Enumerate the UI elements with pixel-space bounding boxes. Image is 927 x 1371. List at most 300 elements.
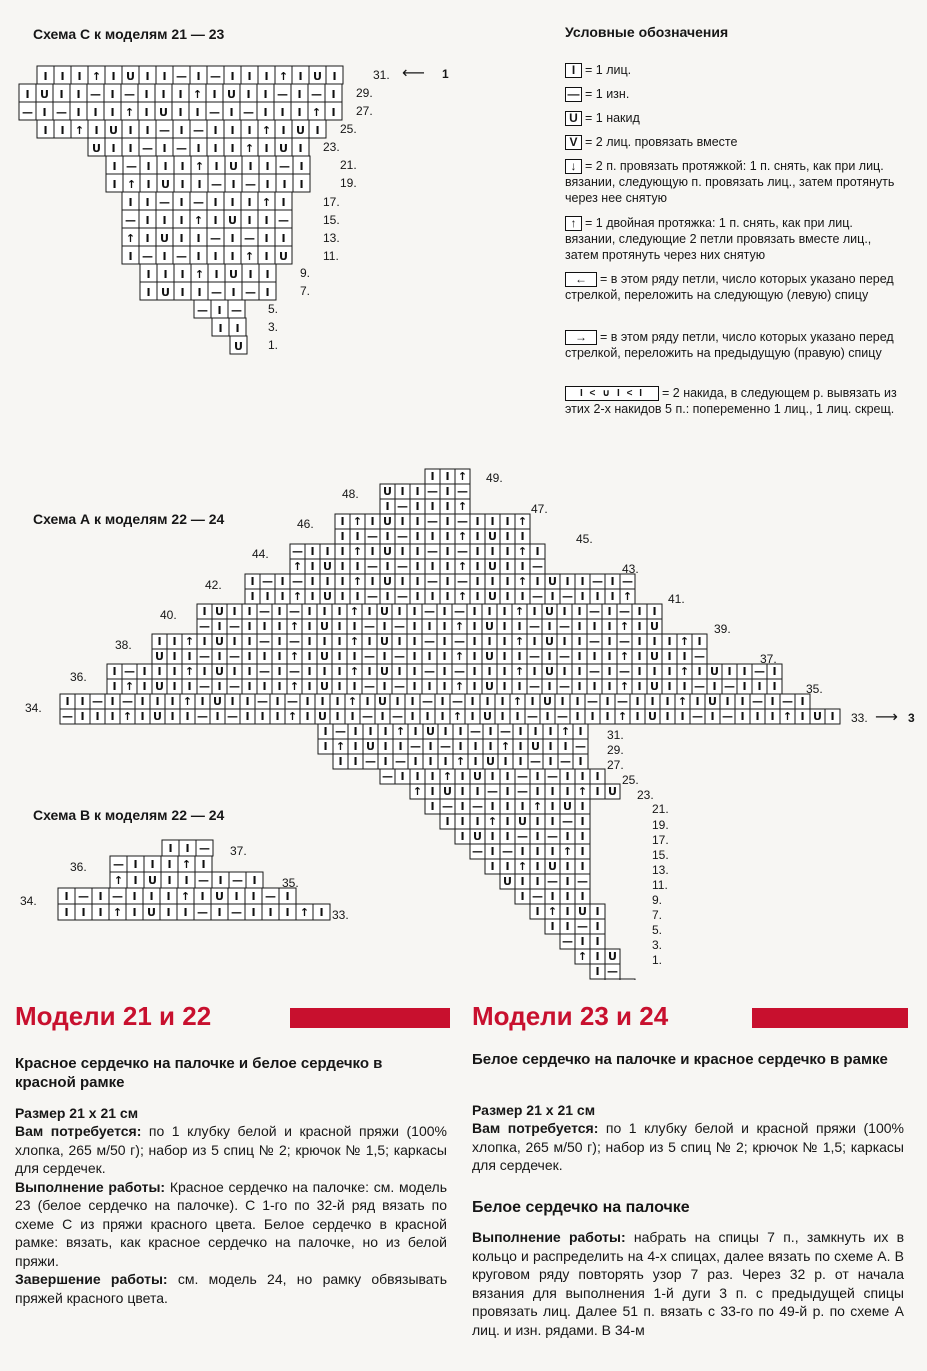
scheme-c-stitch-symbol: I: [145, 196, 150, 209]
scheme-a-stitch-symbol: U: [323, 560, 332, 573]
scheme-a-stitch-symbol: I: [505, 560, 510, 573]
scheme-b-stitch-symbol: I: [150, 858, 155, 871]
scheme-a-stitch-symbol: I: [427, 620, 432, 633]
scheme-a-stitch-symbol: —: [199, 680, 210, 693]
scheme-a-stitch-symbol: I: [458, 740, 463, 753]
scheme-c-stitch-symbol: —: [125, 214, 136, 227]
scheme-c-stitch-symbol: I: [265, 178, 270, 191]
scheme-a-stitch-symbol: I: [410, 695, 415, 708]
scheme-a-stitch-symbol: I: [367, 665, 372, 678]
scheme-a-stitch-symbol: I: [320, 695, 325, 708]
scheme-a-stitch-symbol: I: [652, 605, 657, 618]
scheme-a-stitch-symbol: —: [410, 740, 421, 753]
scheme-a-stitch-symbol: I: [353, 725, 358, 738]
scheme-a-stitch-symbol: U: [578, 905, 587, 918]
scheme-a-stitch-symbol: I: [428, 740, 433, 753]
scheme-c-stitch-symbol: I: [218, 322, 223, 335]
scheme-a-stitch-symbol: I: [382, 680, 387, 693]
scheme-a-stitch-symbol: I: [202, 635, 207, 648]
scheme-a-stitch-symbol: I: [490, 770, 495, 783]
legend-item: [565, 110, 905, 126]
scheme-b-stitch-symbol: ↑: [113, 874, 124, 887]
scheme-a-stitch-symbol: ↑: [184, 665, 195, 678]
scheme-a-stitch-symbol: —: [560, 755, 571, 768]
scheme-c-stitch-symbol: U: [228, 214, 237, 227]
scheme-a-stitch-symbol: —: [199, 650, 210, 663]
scheme-a-stitch-symbol: U: [608, 785, 617, 798]
scheme-a-stitch-symbol: I: [470, 695, 475, 708]
scheme-a-stitch-symbol: I: [440, 695, 445, 708]
scheme-a-stitch-symbol: I: [400, 515, 405, 528]
scheme-a-stitch-symbol: U: [380, 605, 389, 618]
scheme-c-stitch-symbol: I: [264, 232, 269, 245]
scheme-a-stitch-symbol: —: [422, 695, 433, 708]
row-label: 27.: [607, 758, 624, 772]
scheme-b-stitch-symbol: I: [234, 890, 239, 903]
scheme-a-stitch-symbol: I: [262, 650, 267, 663]
scheme-a-stitch-symbol: —: [394, 620, 405, 633]
scheme-a-stitch-symbol: U: [320, 680, 329, 693]
scheme-a-stitch-symbol: —: [557, 710, 568, 723]
scheme-a-stitch-symbol: —: [394, 650, 405, 663]
scheme-a-stitch-symbol: ↑: [577, 950, 588, 963]
scheme-a-stitch-symbol: I: [443, 725, 448, 738]
scheme-a-stitch-symbol: I: [340, 575, 345, 588]
scheme-a-stitch-symbol: —: [530, 755, 541, 768]
scheme-a-stitch-symbol: —: [427, 485, 438, 498]
scheme-a-stitch-symbol: —: [782, 695, 793, 708]
scheme-a-stitch-symbol: I: [368, 725, 373, 738]
scheme-a-stitch-symbol: I: [505, 830, 510, 843]
row-label: 9.: [652, 893, 663, 907]
scheme-a-stitch-symbol: —: [457, 545, 468, 558]
scheme-c-stitch-symbol: I: [213, 214, 218, 227]
scheme-a-stitch-symbol: I: [472, 680, 477, 693]
scheme-a-stitch-symbol: I: [412, 635, 417, 648]
scheme-a-stitch-symbol: I: [232, 665, 237, 678]
scheme-a-stitch-symbol: I: [517, 620, 522, 633]
scheme-a-stitch-symbol: U: [155, 680, 164, 693]
scheme-c-stitch-symbol: I: [315, 124, 320, 137]
scheme-a-stitch-symbol: I: [430, 800, 435, 813]
scheme-a-stitch-symbol: I: [800, 710, 805, 723]
scheme-c-stitch-symbol: U: [109, 124, 118, 137]
scheme-a-stitch-symbol: I: [562, 635, 567, 648]
scheme-c-stitch-symbol: I: [179, 214, 184, 227]
scheme-a-stitch-symbol: I: [475, 530, 480, 543]
scheme-a-stitch-symbol: I: [337, 605, 342, 618]
scheme-c-title: Схема С к моделям 21 — 23: [33, 26, 225, 42]
needs-text: по 1 клубку белой и красной пряжи (100% хлопка, 265 м/50 г); набор из 5 спиц № 2; крючок № 1,5; каркасы для сердечек.: [15, 1123, 447, 1176]
legend-symbol: I < ∪ I < I: [565, 386, 659, 401]
scheme-b-stitch-symbol: I: [166, 906, 171, 919]
scheme-c-stitch-symbol: U: [227, 88, 236, 101]
scheme-a-stitch-symbol: I: [430, 560, 435, 573]
scheme-a-stitch-symbol: I: [307, 635, 312, 648]
scheme-a-stitch-symbol: U: [366, 740, 375, 753]
scheme-a-stitch-symbol: I: [505, 515, 510, 528]
scheme-a-stitch-symbol: I: [580, 575, 585, 588]
scheme-a-stitch-symbol: I: [398, 740, 403, 753]
scheme-c-stitch-symbol: I: [195, 106, 200, 119]
scheme-a-stitch-symbol: I: [397, 635, 402, 648]
scheme-a-stitch-symbol: I: [770, 710, 775, 723]
row-label: 37.: [760, 652, 777, 666]
scheme-a-stitch-symbol: U: [383, 485, 392, 498]
scheme-a-stitch-symbol: I: [565, 830, 570, 843]
row-label: 34.: [20, 894, 37, 908]
scheme-a-stitch-symbol: ↑: [184, 635, 195, 648]
scheme-c-stitch-symbol: ↑: [91, 70, 102, 83]
work-text: набрать на спицы 7 п., замкнуть их в кольцо и распределить на 4-х спицах, далее вязать по схеме А. В круговом ряду повторять узор 7 раз. Через 32 р. от начала вязания для выполнения 1-й дуги 3 п. с предыдущей спицы провязать лиц. Далее 51 п. вязать с 33-го по 49-й р. по схеме А лиц. и изн. рядами. В 34-м: [472, 1229, 905, 1338]
scheme-b-stitch-symbol: —: [198, 874, 209, 887]
scheme-a-stitch-symbol: —: [92, 695, 103, 708]
scheme-a-stitch-symbol: ↑: [512, 695, 523, 708]
scheme-a-stitch-symbol: I: [155, 695, 160, 708]
scheme-a-stitch-symbol: I: [250, 575, 255, 588]
scheme-a-stitch-symbol: I: [580, 845, 585, 858]
scheme-a-stitch-symbol: I: [250, 590, 255, 603]
scheme-a-stitch-symbol: I: [515, 710, 520, 723]
scheme-a-stitch-symbol: I: [518, 725, 523, 738]
scheme-a-stitch-symbol: U: [648, 710, 657, 723]
scheme-a-stitch-symbol: —: [562, 590, 573, 603]
scheme-a-stitch-symbol: I: [305, 695, 310, 708]
scheme-b-stitch-symbol: U: [147, 906, 156, 919]
scheme-a-stitch-symbol: U: [650, 650, 659, 663]
scheme-c-stitch-symbol: ↑: [124, 106, 135, 119]
scheme-a-stitch-symbol: I: [695, 695, 700, 708]
scheme-a-stitch-symbol: U: [485, 680, 494, 693]
scheme-a-stitch-symbol: —: [529, 680, 540, 693]
scheme-a-stitch-symbol: I: [325, 575, 330, 588]
scheme-a-stitch-symbol: I: [370, 515, 375, 528]
scheme-a-stitch-symbol: I: [607, 635, 612, 648]
legend-text: = 2 накида, в следующем р. вывязать из этих 2-х накидов 5 п.: попеременно 1 лиц., 1 лиц. скрещ.: [565, 386, 897, 417]
scheme-a-stitch-symbol: I: [590, 710, 595, 723]
legend-item: [565, 134, 905, 150]
row-label: 41.: [668, 592, 685, 606]
scheme-a-stitch-symbol: —: [532, 590, 543, 603]
scheme-a-stitch-symbol: U: [383, 545, 392, 558]
scheme-a-stitch-symbol: I: [665, 710, 670, 723]
scheme-a-stitch-symbol: I: [202, 605, 207, 618]
scheme-a-stitch-symbol: I: [442, 650, 447, 663]
scheme-a-ref: 3: [908, 711, 915, 725]
scheme-a-stitch-symbol: —: [124, 665, 135, 678]
scheme-a-stitch-symbol: I: [535, 770, 540, 783]
row-label: 25.: [622, 773, 639, 787]
scheme-a-stitch-symbol: —: [364, 650, 375, 663]
models-23-24-subtitle: Белое сердечко на палочке и красное сердечко в рамке: [472, 1051, 888, 1068]
scheme-a-stitch-symbol: U: [545, 635, 554, 648]
scheme-c-stitch-symbol: I: [180, 268, 185, 281]
scheme-c-stitch-symbol: I: [265, 160, 270, 173]
scheme-a-stitch-symbol: I: [170, 695, 175, 708]
legend-item: [565, 385, 905, 417]
scheme-a-stitch-symbol: —: [397, 500, 408, 513]
scheme-a-stitch-symbol: I: [322, 665, 327, 678]
scheme-c-stitch-symbol: —: [279, 160, 290, 173]
scheme-a-stitch-symbol: I: [428, 755, 433, 768]
scheme-a-stitch-symbol: I: [337, 650, 342, 663]
scheme-a-stitch-symbol: I: [565, 890, 570, 903]
scheme-b-stitch-symbol: I: [167, 874, 172, 887]
scheme-a-stitch-symbol: I: [410, 710, 415, 723]
scheme-a-stitch-symbol: I: [563, 740, 568, 753]
scheme-a-stitch-symbol: —: [397, 590, 408, 603]
scheme-a-stitch-symbol: I: [577, 650, 582, 663]
scheme-a-stitch-symbol: I: [595, 785, 600, 798]
scheme-a-stitch-symbol: ↑: [289, 620, 300, 633]
scheme-a-stitch-symbol: —: [722, 710, 733, 723]
scheme-b-stitch-symbol: ↑: [181, 858, 192, 871]
scheme-a-stitch-symbol: I: [337, 620, 342, 633]
scheme-a-stitch-symbol: I: [365, 695, 370, 708]
scheme-a-stitch-symbol: I: [595, 965, 600, 978]
scheme-c-stitch-symbol: U: [40, 88, 49, 101]
scheme-a-stitch-symbol: I: [277, 665, 282, 678]
row-label: 46.: [297, 517, 314, 531]
scheme-a-stitch-symbol: U: [548, 575, 557, 588]
scheme-a-stitch-symbol: I: [337, 680, 342, 693]
scheme-a-stitch-symbol: U: [608, 950, 617, 963]
scheme-b-stitch-symbol: I: [218, 874, 223, 887]
scheme-c-stitch-symbol: I: [42, 106, 47, 119]
scheme-a-stitch-symbol: I: [502, 665, 507, 678]
scheme-a-stitch-symbol: ↑: [457, 530, 468, 543]
scheme-a-stitch-symbol: I: [460, 785, 465, 798]
scheme-a-stitch-symbol: I: [550, 845, 555, 858]
scheme-c-stitch-symbol: ↑: [194, 268, 205, 281]
scheme-a-stitch-symbol: I: [280, 575, 285, 588]
scheme-a-stitch-symbol: I: [548, 740, 553, 753]
legend-item: [565, 329, 905, 361]
legend-symbol: →: [565, 330, 597, 345]
scheme-a-stitch-symbol: I: [415, 545, 420, 558]
scheme-a-stitch-symbol: I: [187, 650, 192, 663]
scheme-a-stitch-symbol: I: [367, 635, 372, 648]
scheme-a-stitch-symbol: ↑: [395, 725, 406, 738]
scheme-c-stitch-symbol: I: [217, 304, 222, 317]
scheme-a-stitch-symbol: —: [575, 740, 586, 753]
scheme-a-stitch-symbol: ↑: [457, 470, 468, 483]
scheme-c-stitch-symbol: —: [176, 70, 187, 83]
scheme-a-stitch-symbol: I: [502, 650, 507, 663]
scheme-a-stitch-symbol: —: [577, 875, 588, 888]
scheme-a-stitch-symbol: I: [667, 635, 672, 648]
row-label: 48.: [342, 487, 359, 501]
scheme-a-stitch-symbol: I: [323, 740, 328, 753]
scheme-a-stitch-symbol: I: [460, 800, 465, 813]
scheme-a-stitch-symbol: I: [472, 620, 477, 633]
scheme-a-stitch-symbol: I: [277, 635, 282, 648]
scheme-a-stitch-symbol: I: [430, 500, 435, 513]
scheme-a-stitch-symbol: I: [742, 665, 747, 678]
row-label: 29.: [356, 86, 373, 100]
scheme-a-stitch-symbol: I: [430, 770, 435, 783]
scheme-c-stitch-symbol: I: [60, 70, 65, 83]
scheme-a-stitch-symbol: ↑: [514, 665, 525, 678]
scheme-c-stitch-symbol: —: [22, 106, 33, 119]
scheme-a-stitch-symbol: I: [505, 545, 510, 558]
scheme-b-stitch-symbol: I: [268, 906, 273, 919]
row-label: 19.: [652, 818, 669, 832]
scheme-b-stitch-symbol: —: [78, 890, 89, 903]
scheme-c-stitch-symbol: I: [298, 70, 303, 83]
scheme-a-stitch-symbol: U: [710, 665, 719, 678]
legend-text: = 1 изн.: [585, 87, 630, 101]
scheme-a-stitch-symbol: I: [680, 710, 685, 723]
scheme-a-stitch-symbol: U: [426, 725, 435, 738]
scheme-a-stitch-symbol: ↑: [517, 515, 528, 528]
scheme-a-stitch-symbol: —: [292, 545, 303, 558]
scheme-a-stitch-symbol: —: [617, 695, 628, 708]
scheme-a-stitch-symbol: ↑: [517, 860, 528, 873]
scheme-c-stitch-symbol: U: [159, 106, 168, 119]
scheme-a-stitch-symbol: ↑: [622, 590, 633, 603]
scheme-c-stitch-symbol: I: [230, 124, 235, 137]
legend-symbol: —: [565, 87, 582, 102]
scheme-a-stitch-symbol: U: [548, 860, 557, 873]
scheme-a-stitch-symbol: —: [500, 725, 511, 738]
scheme-b-stitch-symbol: U: [148, 874, 157, 887]
scheme-a-stitch-symbol: —: [392, 710, 403, 723]
scheme-a-stitch-symbol: —: [229, 620, 240, 633]
scheme-c-stitch-symbol: I: [196, 70, 201, 83]
scheme-a-stitch-symbol: I: [280, 590, 285, 603]
scheme-a-stitch-symbol: I: [310, 560, 315, 573]
scheme-a-stitch-symbol: —: [457, 485, 468, 498]
scheme-a-stitch-symbol: I: [697, 665, 702, 678]
legend-text: = в этом ряду петли, число которых указано перед стрелкой, переложить на предыдущую (правую) спицу: [565, 330, 894, 361]
row-label: 21.: [652, 802, 669, 816]
scheme-a-stitch-symbol: I: [172, 635, 177, 648]
scheme-a-stitch-symbol: ↑: [347, 695, 358, 708]
scheme-a-stitch-symbol: I: [742, 680, 747, 693]
scheme-a-stitch-symbol: U: [813, 710, 822, 723]
scheme-a-stitch-symbol: I: [232, 605, 237, 618]
needs-text: по 1 клубку белой и красной пряжи (100% хлопка, 265 м/50 г); набор из 5 спиц № 2; крючок № 1,5; каркасы для сердечек.: [472, 1120, 904, 1173]
scheme-a-stitch-symbol: —: [292, 575, 303, 588]
scheme-a-stitch-symbol: I: [370, 545, 375, 558]
scheme-a-stitch-symbol: I: [830, 710, 835, 723]
scheme-c-stitch-symbol: I: [111, 142, 116, 155]
scheme-a-stitch-symbol: —: [517, 770, 528, 783]
scheme-a-stitch-symbol: I: [415, 770, 420, 783]
scheme-a-stitch-symbol: I: [772, 680, 777, 693]
scheme-b-stitch-symbol: I: [319, 906, 324, 919]
scheme-c-stitch-symbol: —: [56, 106, 67, 119]
scheme-c-stitch-symbol: I: [146, 160, 151, 173]
scheme-a-stitch-symbol: —: [487, 785, 498, 798]
scheme-a-stitch-symbol: I: [370, 575, 375, 588]
scheme-a-stitch-symbol: ↑: [619, 650, 630, 663]
scheme-a-stitch-symbol: I: [650, 695, 655, 708]
scheme-a-stitch-symbol: ↑: [560, 725, 571, 738]
scheme-a-stitch-symbol: —: [289, 605, 300, 618]
finish-label: Завершение работы:: [15, 1271, 168, 1287]
scheme-c-stitch-symbol: I: [146, 286, 151, 299]
scheme-b-stitch-symbol: ↑: [180, 890, 191, 903]
scheme-a-stitch-symbol: I: [277, 680, 282, 693]
scheme-a-stitch-symbol: U: [153, 710, 162, 723]
scheme-c-stitch-symbol: I: [60, 124, 65, 137]
scheme-c-stitch-symbol: —: [193, 196, 204, 209]
scheme-a-stitch-symbol: I: [637, 680, 642, 693]
finish-text: см. модель 24, но рамку обвязывать пряжей красного цвета.: [15, 1271, 447, 1306]
scheme-a-stitch-symbol: I: [490, 515, 495, 528]
scheme-a-stitch-symbol: I: [337, 635, 342, 648]
scheme-a-stitch-symbol: I: [442, 635, 447, 648]
scheme-a-stitch-symbol: I: [172, 650, 177, 663]
scheme-c-stitch-symbol: I: [213, 124, 218, 137]
row-label: 9.: [300, 266, 311, 280]
scheme-c-stitch-symbol: I: [163, 160, 168, 173]
scheme-c-stitch-symbol: I: [247, 196, 252, 209]
scheme-a-stitch-symbol: I: [502, 680, 507, 693]
scheme-c-stitch-symbol: ↑: [126, 178, 137, 191]
scheme-a-stitch-symbol: I: [445, 590, 450, 603]
scheme-a-stitch-symbol: I: [232, 635, 237, 648]
legend-text: = 1 накид: [585, 111, 640, 125]
scheme-c-stitch-symbol: I: [264, 142, 269, 155]
scheme-c-stitch-symbol: I: [144, 88, 149, 101]
scheme-c-stitch-symbol: I: [282, 178, 287, 191]
scheme-a-stitch-symbol: U: [488, 590, 497, 603]
scheme-a-stitch-symbol: I: [337, 665, 342, 678]
scheme-a-stitch-symbol: I: [200, 695, 205, 708]
scheme-a-stitch-symbol: —: [559, 620, 570, 633]
row-label: 19.: [340, 176, 357, 190]
scheme-c-stitch-symbol: I: [213, 250, 218, 263]
scheme-b-stitch-symbol: I: [64, 906, 69, 919]
scheme-a-stitch-symbol: I: [473, 755, 478, 768]
scheme-a-stitch-symbol: I: [475, 575, 480, 588]
scheme-a-stitch-symbol: I: [565, 785, 570, 798]
scheme-a-stitch-symbol: I: [505, 590, 510, 603]
scheme-c-stitch-symbol: —: [176, 250, 187, 263]
scheme-b-stitch-symbol: I: [184, 874, 189, 887]
row-label: 38.: [115, 638, 132, 652]
scheme-a-stitch-symbol: I: [755, 710, 760, 723]
scheme-a-stitch-symbol: —: [517, 785, 528, 798]
scheme-a-stitch-symbol: I: [475, 560, 480, 573]
row-label: 35.: [806, 682, 823, 696]
scheme-a-stitch-symbol: I: [565, 905, 570, 918]
scheme-c-stitch-symbol: I: [299, 178, 304, 191]
scheme-a-stitch-symbol: I: [488, 725, 493, 738]
scheme-a-stitch-symbol: I: [520, 530, 525, 543]
scheme-a-stitch-symbol: —: [397, 560, 408, 573]
scheme-a-stitch-symbol: I: [445, 515, 450, 528]
scheme-a-stitch-symbol: ↑: [349, 605, 360, 618]
scheme-b-stitch-symbol: I: [217, 906, 222, 919]
legend-title: Условные обозначения: [565, 24, 729, 40]
red-bar: [290, 1008, 450, 1028]
scheme-a-stitch-symbol: I: [247, 605, 252, 618]
scheme-a-stitch-symbol: I: [170, 710, 175, 723]
scheme-c-stitch-symbol: U: [160, 232, 169, 245]
scheme-a-stitch-symbol: —: [262, 575, 273, 588]
scheme-a-stitch-symbol: I: [355, 530, 360, 543]
scheme-a-stitch-symbol: —: [529, 650, 540, 663]
scheme-b-title: Схема В к моделям 22 — 24: [33, 807, 225, 823]
scheme-a-stitch-symbol: I: [605, 710, 610, 723]
scheme-a-stitch-symbol: I: [575, 695, 580, 708]
scheme-c-stitch-symbol: I: [196, 232, 201, 245]
legend-symbol: I: [565, 63, 582, 78]
